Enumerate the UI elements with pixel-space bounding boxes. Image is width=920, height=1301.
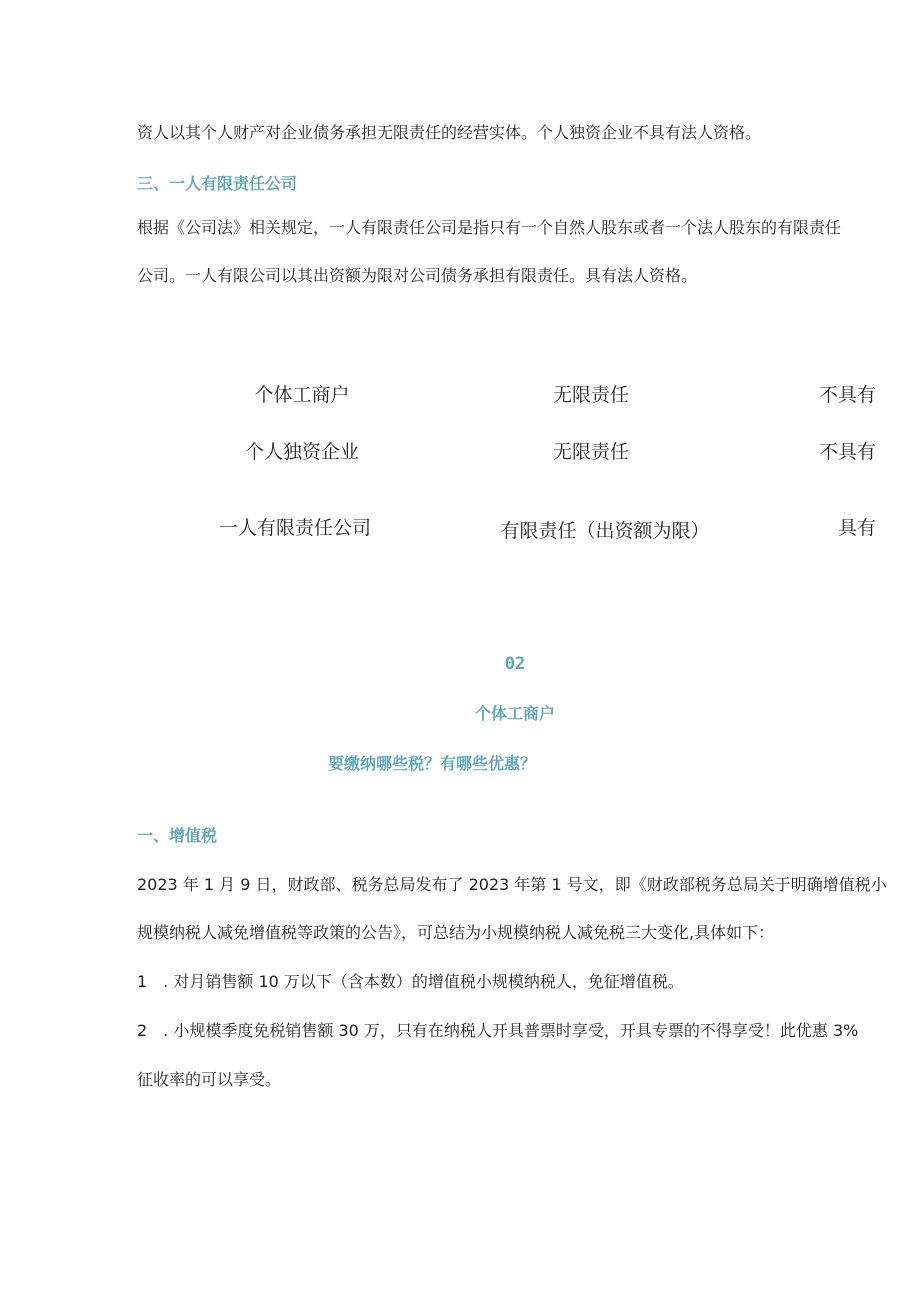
vat-paragraph-line1: 2023 年 1 月 9 日，财政部、税务总局发布了 2023 年第 1 号文，即《财政部税务总局关于明确增值税小 — [137, 875, 887, 894]
part-number: 02 — [504, 654, 526, 674]
table-cell-liability: 有限责任（出资额为限） — [500, 520, 710, 542]
section-heading-one-person-llc: 三、一人有限责任公司 — [137, 174, 298, 193]
table-cell-liability: 无限责任 — [552, 441, 629, 463]
part-subtitle: 要缴纳哪些税？有哪些优惠？ — [328, 754, 537, 773]
table-cell-entity-type: 一人有限责任公司 — [218, 517, 371, 539]
table-cell-liability: 无限责任 — [552, 384, 629, 406]
part-title: 个体工商户 — [474, 704, 555, 723]
table-cell-entity-type: 个人独资企业 — [244, 441, 359, 463]
table-cell-legal-person: 不具有 — [819, 384, 877, 406]
vat-list-item-2-line2: 征收率的可以享受。 — [137, 1070, 282, 1089]
table-cell-entity-type: 个体工商户 — [254, 384, 350, 406]
vat-paragraph-line2: 规模纳税人减免增值税等政策的公告》，可总结为小规模纳税人减免税三大变化,具体如下： — [137, 923, 775, 942]
section3-paragraph-line1: 根据《公司法》相关规定，一人有限责任公司是指只有一个自然人股东或者一个法人股东的有限责任 — [137, 218, 842, 237]
vat-list-item-1: 1 . 对月销售额 10 万以下（含本数）的增值税小规模纳税人，免征增值税。 — [137, 972, 684, 991]
vat-list-item-2-line1: 2 . 小规模季度免税销售额 30 万，只有在纳税人开具普票时享受，开具专票的不得享受！此优惠 3% — [137, 1021, 859, 1040]
section3-paragraph-line2: 公司。一人有限公司以其出资额为限对公司债务承担有限责任。具有法人资格。 — [137, 266, 698, 285]
table-cell-legal-person: 不具有 — [819, 441, 877, 463]
table-cell-legal-person: 具有 — [838, 517, 877, 539]
section-heading-vat: 一、增值税 — [137, 826, 218, 845]
intro-paragraph: 资人以其个人财产对企业债务承担无限责任的经营实体。个人独资企业不具有法人资格。 — [137, 123, 762, 142]
